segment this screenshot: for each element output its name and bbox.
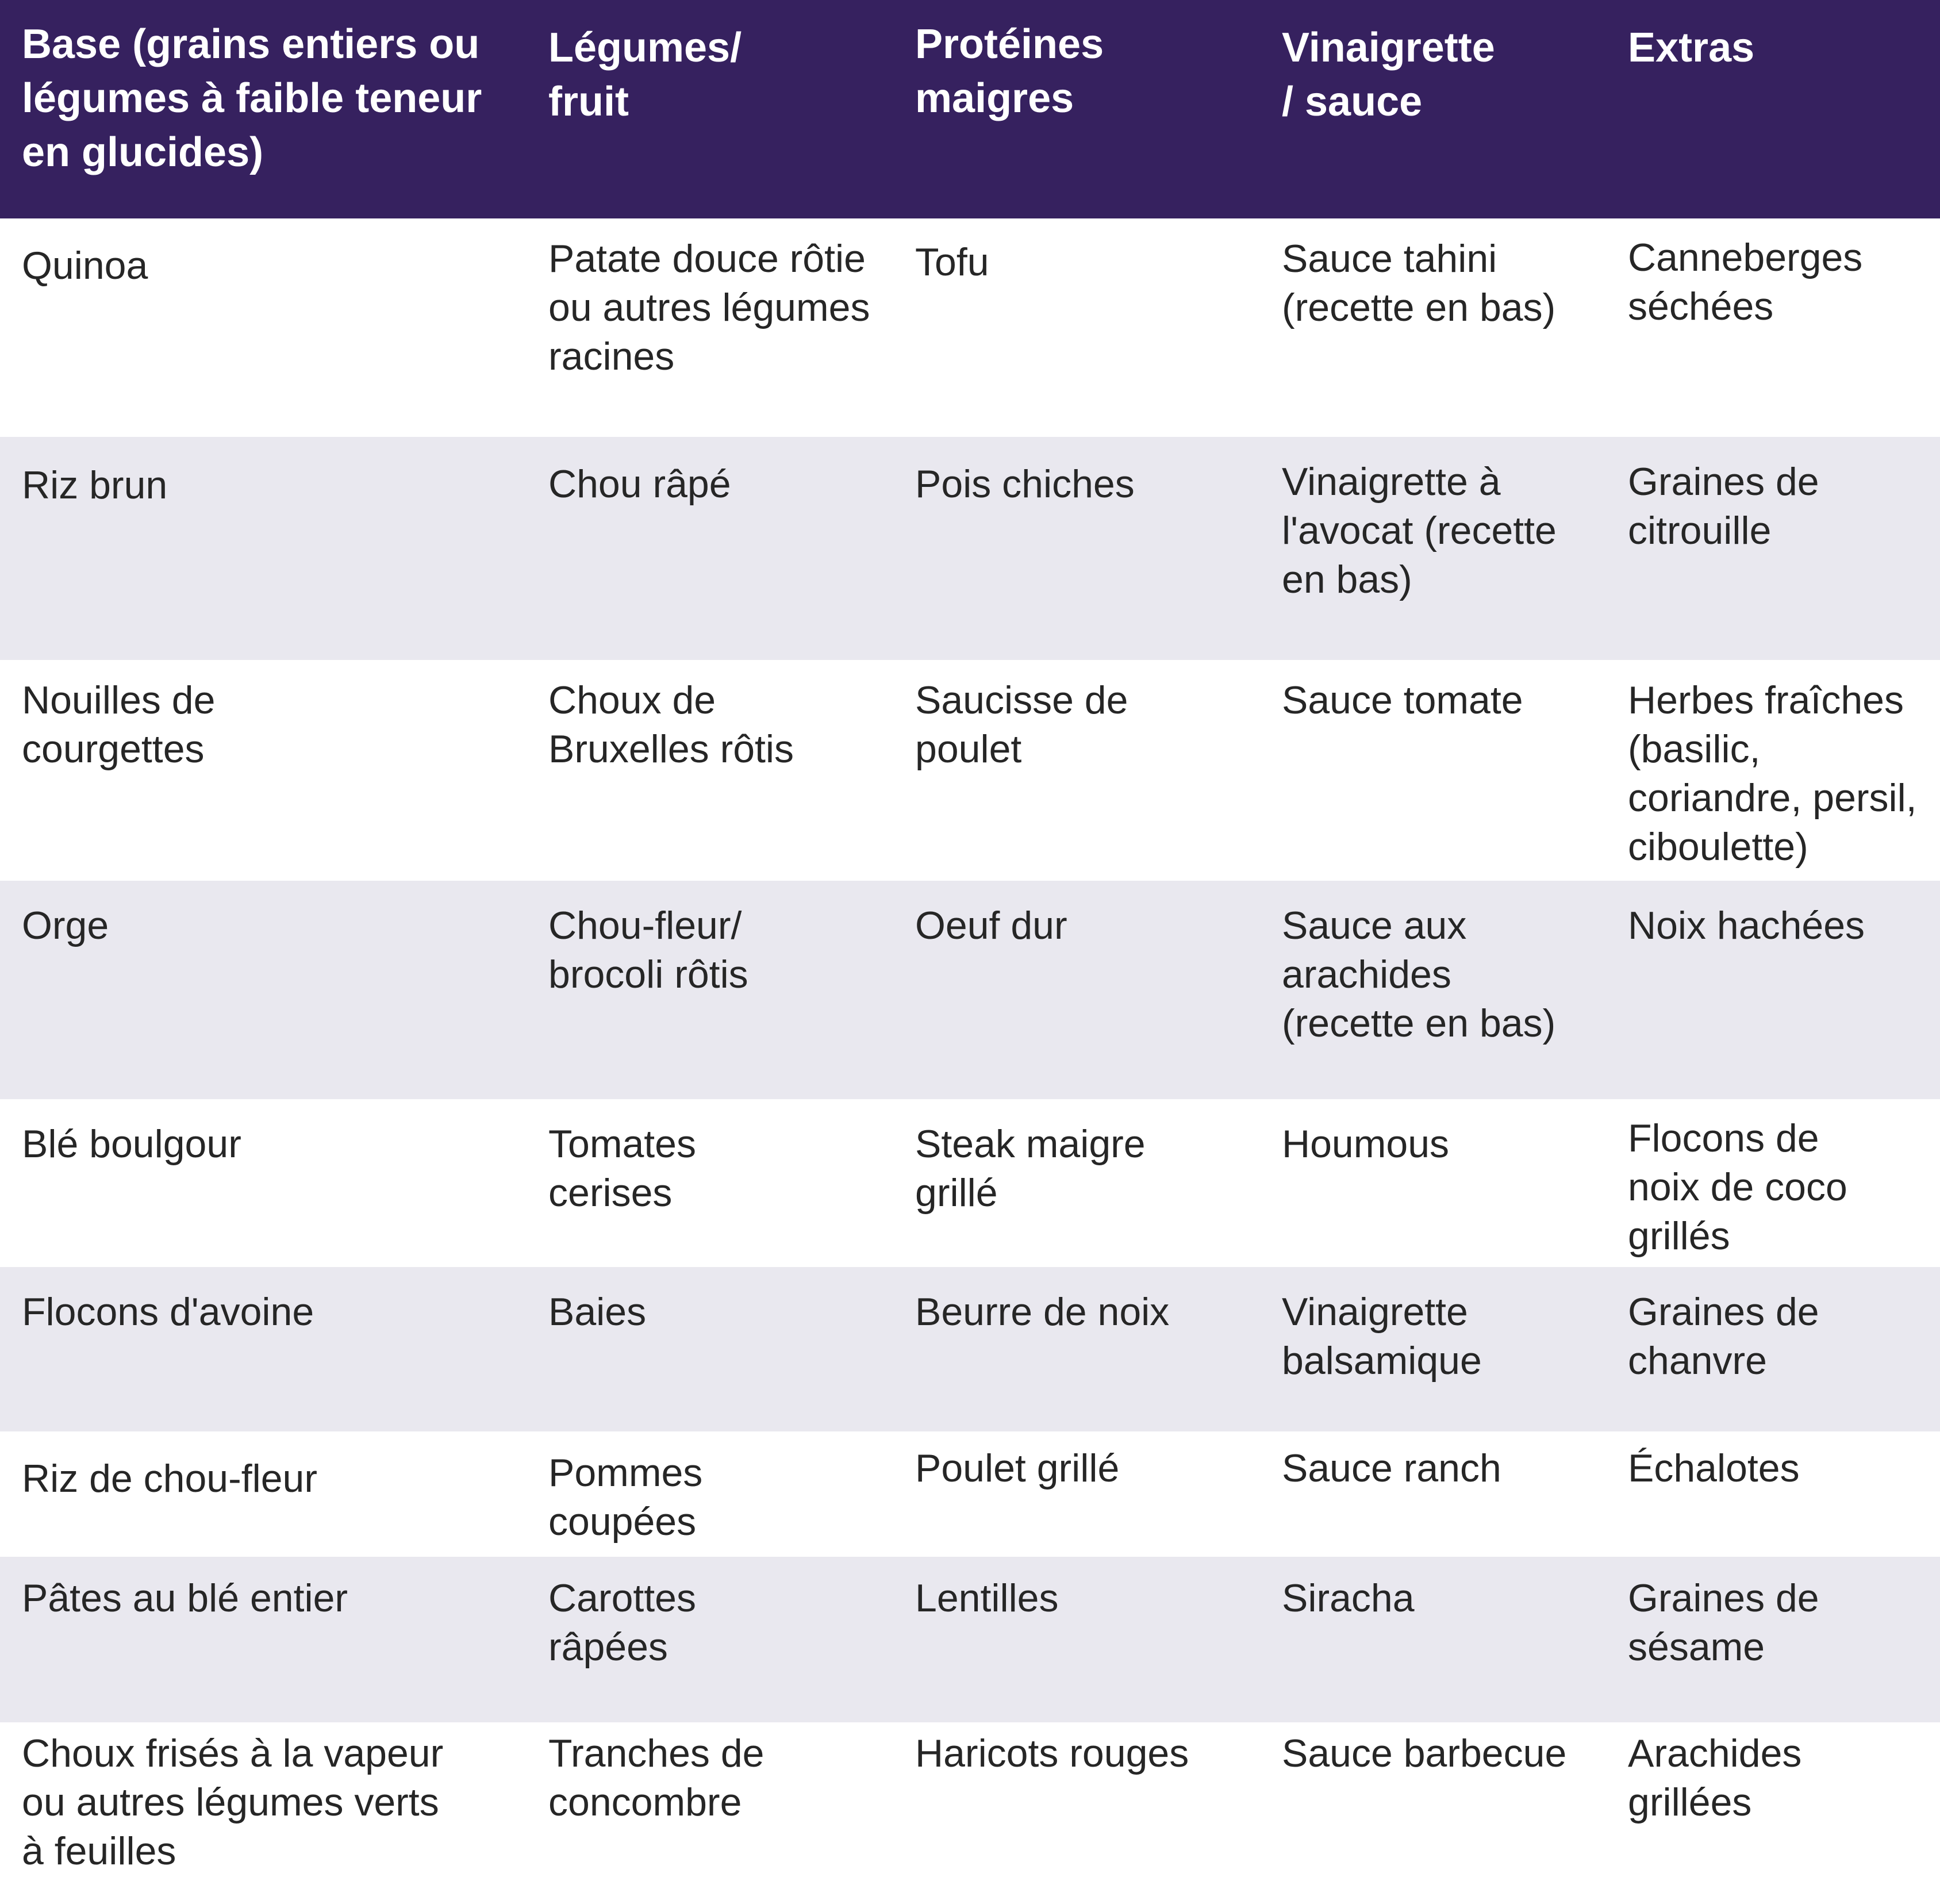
- cell-legumes: Chou-fleur/ brocoli rôtis: [548, 904, 748, 996]
- cell-vinaigrette: Sauce tahini (recette en bas): [1282, 237, 1556, 329]
- cell-vinaigrette: Siracha: [1282, 1576, 1415, 1620]
- cell-proteines: Beurre de noix: [915, 1290, 1170, 1334]
- cell-extras: Échalotes: [1628, 1446, 1800, 1490]
- cell-vinaigrette: Vinaigrette à l'avocat (recette en bas): [1282, 460, 1557, 601]
- table-row: [0, 1099, 1940, 1267]
- cell-vinaigrette: Vinaigrette balsamique: [1282, 1290, 1482, 1383]
- cell-base: Riz brun: [22, 463, 168, 507]
- cell-vinaigrette: Houmous: [1282, 1122, 1450, 1166]
- header-base: Base (grains entiers ou légumes à faible teneur en glucides): [22, 21, 482, 175]
- cell-extras: Graines de citrouille: [1628, 460, 1819, 552]
- table-row: [0, 1557, 1940, 1722]
- header-extras: Extras: [1628, 25, 1755, 71]
- table-row: [0, 660, 1940, 881]
- cell-base: Quinoa: [22, 244, 148, 287]
- cell-extras: Canneberges séchées: [1628, 236, 1863, 328]
- header-legumes: Légumes/ fruit: [548, 25, 742, 125]
- table-row: [0, 1431, 1940, 1557]
- table-row: [0, 218, 1940, 437]
- cell-extras: Arachides grillées: [1628, 1732, 1802, 1824]
- cell-legumes: Carottes râpées: [548, 1576, 696, 1669]
- cell-extras: Graines de chanvre: [1628, 1290, 1819, 1383]
- cell-legumes: Baies: [548, 1290, 647, 1334]
- table-row: [0, 1267, 1940, 1431]
- cell-extras: Graines de sésame: [1628, 1576, 1819, 1669]
- cell-base: Orge: [22, 904, 109, 947]
- cell-vinaigrette: Sauce aux arachides (recette en bas): [1282, 904, 1556, 1045]
- cell-legumes: Chou râpé: [548, 462, 731, 506]
- cell-base: Nouilles de courgettes: [22, 678, 216, 771]
- cell-proteines: Steak maigre grillé: [915, 1122, 1146, 1215]
- cell-extras: Herbes fraîches (basilic, coriandre, persil, ciboulette): [1628, 678, 1917, 869]
- cell-base: Flocons d'avoine: [22, 1290, 314, 1334]
- cell-proteines: Oeuf dur: [915, 904, 1067, 947]
- table-row: [0, 881, 1940, 1099]
- cell-legumes: Tomates cerises: [548, 1122, 696, 1215]
- cell-extras: Flocons de noix de coco grillés: [1628, 1116, 1847, 1258]
- header-proteines: Protéines maigres: [915, 21, 1104, 121]
- cell-base: Blé boulgour: [22, 1122, 241, 1166]
- table-row: [0, 437, 1940, 660]
- cell-legumes: Choux de Bruxelles rôtis: [548, 678, 794, 771]
- cell-legumes: Pommes coupées: [548, 1451, 703, 1544]
- cell-extras: Noix hachées: [1628, 904, 1865, 947]
- table-header: [0, 0, 1940, 218]
- cell-base: Pâtes au blé entier: [22, 1576, 348, 1620]
- header-vinaigrette: Vinaigrette / sauce: [1282, 25, 1495, 125]
- cell-vinaigrette: Sauce barbecue: [1282, 1732, 1567, 1775]
- cell-proteines: Pois chiches: [915, 462, 1135, 506]
- cell-base: Choux frisés à la vapeur ou autres légumes verts à feuilles: [22, 1732, 444, 1873]
- cell-base: Riz de chou-fleur: [22, 1457, 318, 1500]
- cell-proteines: Poulet grillé: [915, 1446, 1120, 1490]
- cell-proteines: Haricots rouges: [915, 1732, 1189, 1775]
- cell-legumes: Patate douce rôtie ou autres légumes racines: [548, 237, 870, 378]
- cell-vinaigrette: Sauce tomate: [1282, 678, 1523, 722]
- cell-proteines: Tofu: [915, 240, 989, 284]
- cell-proteines: Saucisse de poulet: [915, 678, 1128, 771]
- table-row: [0, 1722, 1940, 1899]
- cell-vinaigrette: Sauce ranch: [1282, 1446, 1501, 1490]
- cell-legumes: Tranches de concombre: [548, 1732, 765, 1824]
- cell-proteines: Lentilles: [915, 1576, 1059, 1620]
